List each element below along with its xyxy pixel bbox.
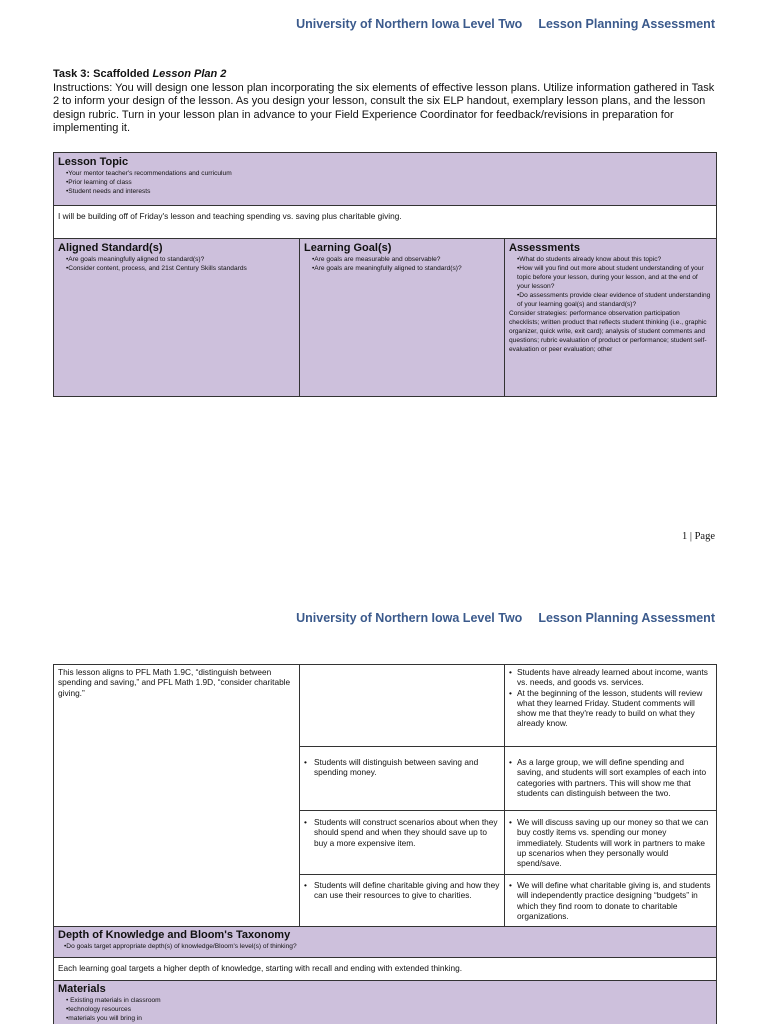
- standard-text: This lesson aligns to PFL Math 1.9C, “distinguish between spending and saving,” and PFL Math 1.9D, “consider charitable giving.”: [58, 667, 291, 698]
- list-item: • Students will define charitable giving and how they can use their resources to give to charities.: [304, 880, 500, 901]
- dok-answer: Each learning goal targets a higher depth of knowledge, starting with recall and ending with extended thinking.: [54, 958, 717, 981]
- list-item: •Are goals are measurable and observable?: [312, 256, 441, 263]
- lesson-topic-answer: I will be building off of Friday's lesson and teaching spending vs. saving plus charitable giving.: [54, 206, 717, 239]
- list-item: • We will define what charitable giving is, and students will independently practice designing “budgets” in which they find room to donate to charitable organizations.: [509, 880, 712, 921]
- header-doc: Lesson Planning Assessment: [538, 17, 715, 31]
- page-number: 1 | Page: [681, 531, 715, 542]
- task-title: Task 3: Scaffolded Lesson Plan 2: [53, 68, 227, 80]
- lesson-topic-heading: Lesson Topic: [58, 156, 129, 168]
- assessment-cell: [505, 747, 717, 811]
- aligned-standard-cell: [54, 239, 300, 397]
- list-item: • As a large group, we will define spending and saving, and students will sort examples of each into categories with partners. This will show me that students can distinguish between the two.: [509, 757, 712, 798]
- assessment-cell: [505, 811, 717, 875]
- task-instructions-block: [53, 68, 719, 136]
- page-header: [296, 611, 715, 625]
- learning-goal-cell: [300, 747, 505, 811]
- lesson-plan-table-page2: [53, 664, 717, 1024]
- list-item: • Students will distinguish between saving and spending money.: [304, 757, 500, 778]
- list-item: • Students have already learned about income, wants vs. needs, and goods vs. services.: [509, 667, 712, 688]
- assessments-heading: Assessments: [509, 242, 580, 254]
- list-item: •Are goals meaningfully aligned to standard(s)?: [66, 256, 205, 263]
- learning-goal-cell: [300, 875, 505, 927]
- dok-cell: [54, 927, 717, 958]
- list-item: •Do assessments provide clear evidence of student understanding of your learning goal(s) and standard(s)?: [517, 292, 711, 308]
- dok-heading: Depth of Knowledge and Bloom's Taxonomy: [58, 929, 291, 941]
- standard-text-cell: [54, 665, 300, 927]
- assessments-cell: [505, 239, 717, 397]
- lesson-plan-table-page1: [53, 152, 717, 397]
- learning-goal-cell: [300, 239, 505, 397]
- learning-goal-cell: [300, 665, 505, 747]
- assessments-strategies: Consider strategies: performance observation participation checklists; written product that reflects student thinking (i.e., graphic organizer, quick write, exit card); analysis of student comments and questions; rubric evaluation of product or performance; student self-evaluation or peer evaluation; other: [509, 310, 707, 353]
- learning-goal-heading: Learning Goal(s): [304, 242, 392, 254]
- task-instructions: Instructions: You will design one lesson plan incorporating the six elements of effective lesson plans. Utilize information gathered in Task 2 to inform your design of the lesson. As you design your lesson, consult the six ELP handout, exemplary lesson plans, and the lesson design rubric. Turn in your lesson plan in advance to your Field Experience Coordinator for feedback/revisions in preparation for implementing it.: [53, 81, 715, 134]
- header-org: University of Northern Iowa Level Two: [296, 17, 523, 31]
- list-item: •technology resources: [66, 1006, 131, 1013]
- list-item: •Prior learning of class: [66, 179, 132, 186]
- assessment-cell: [505, 665, 717, 747]
- list-item: •Consider content, process, and 21st Century Skills standards: [66, 265, 247, 272]
- list-item: •Student needs and interests: [66, 188, 151, 195]
- materials-heading: Materials: [58, 983, 106, 995]
- lesson-topic-bullets: [58, 169, 712, 196]
- aligned-standard-heading: Aligned Standard(s): [58, 242, 163, 254]
- lesson-topic-cell: [54, 153, 717, 206]
- list-item: • Students will construct scenarios about when they should spend and when they should save up to buy a more expensive item.: [304, 817, 500, 848]
- list-item: • Existing materials in classroom: [66, 997, 161, 1004]
- header-org: University of Northern Iowa Level Two: [296, 611, 523, 625]
- assessment-cell: [505, 875, 717, 927]
- list-item: •How will you find out more about student understanding of your topic before your lesson, during your lesson, and at the end of your lesson?: [517, 265, 704, 290]
- list-item: •materials you will bring in: [66, 1015, 142, 1022]
- materials-cell: [54, 981, 717, 1024]
- learning-goal-cell: [300, 811, 505, 875]
- list-item: • We will discuss saving up our money so that we can buy costly items vs. spending our money immediately. Students will work in partners to make up scenarios when they personally would spend/save.: [509, 817, 712, 868]
- page-header: [296, 17, 715, 31]
- list-item: • At the beginning of the lesson, students will review what they learned Friday. Student comments will show me that they're ready to build on what they already know.: [509, 688, 712, 729]
- list-item: •What do students already know about this topic?: [517, 256, 662, 263]
- header-doc: Lesson Planning Assessment: [538, 611, 715, 625]
- list-item: •Are goals are meaningfully aligned to standard(s)?: [312, 265, 462, 272]
- list-item: •Your mentor teacher's recommendations and curriculum: [66, 170, 232, 177]
- list-item: •Do goals target appropriate depth(s) of knowledge/Bloom's level(s) of thinking?: [64, 943, 297, 950]
